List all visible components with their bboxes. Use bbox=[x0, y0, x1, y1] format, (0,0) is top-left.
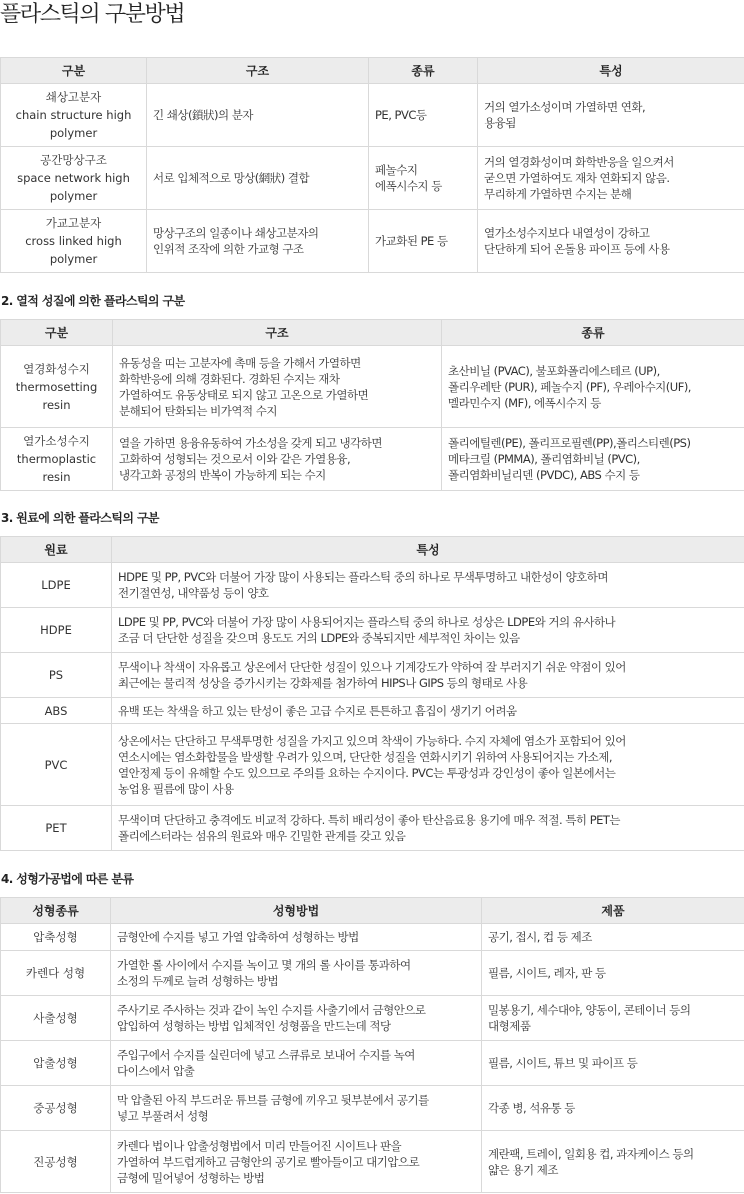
page-title: 플라스틱의 구분방법 bbox=[0, 2, 185, 27]
row-name: 쇄상고분자 chain structure high polymer bbox=[1, 84, 147, 147]
row-method: 가열한 롤 사이에서 수지를 녹이고 몇 개의 롤 사이를 통과하여 소정의 두께로 늘려 성형하는 방법 bbox=[117, 958, 411, 988]
row-props: 상온에서는 단단하고 무색투명한 성질을 가지고 있으며 착색이 가능하다. 수지 자체에 염소가 포함되어 있어 연소시에는 염소화합물을 발생할 우려가 있으며, 단단한 성질을 연화시키기 위하여 사용되어지는 가소제, 열안정제 등이 유해할 수도 있으므로 주의를 요하는 수지이다. PVC는 투광성과 강인성이 좋아 일본에서는 농업용 필름에 많이 사용 bbox=[118, 733, 626, 796]
col-header: 성형종류 bbox=[1, 898, 111, 924]
row-types: PE, PVC등 bbox=[375, 108, 427, 122]
row-name: 가교고분자 cross linked high polymer bbox=[1, 210, 147, 273]
table-row bbox=[1, 346, 744, 428]
row-method: 카렌다 법이나 압출성형법에서 미리 만들어진 시이트나 판을 가열하여 부드럽게하고 금형안의 공기로 빨아들이고 대기압으로 금형에 밀어넣어 성형하는 방법 bbox=[117, 1138, 420, 1185]
row-name: 진공성형 bbox=[1, 1131, 111, 1193]
col-header: 종류 bbox=[442, 320, 744, 346]
col-header: 구분 bbox=[1, 320, 113, 346]
polymer-structure-table bbox=[0, 57, 744, 273]
row-method: 주입구에서 수지를 실린더에 넣고 스큐류로 보내어 수지를 녹여 다이스에서 압출 bbox=[117, 1048, 415, 1078]
row-props: 무색이며 단단하고 충격에도 비교적 강하다. 특히 배리성이 좋아 탄산음료용 용기에 매우 적절. 특히 PET는 폴리에스터라는 섬유의 원료와 매우 긴밀한 관계를 갖고 있음 bbox=[118, 813, 621, 843]
col-header: 구조 bbox=[147, 58, 369, 84]
table-row bbox=[1, 428, 744, 491]
row-name: 압출성형 bbox=[1, 1041, 111, 1086]
row-structure: 유동성을 띠는 고분자에 촉매 등을 가해서 가열하면 화학반응에 의해 경화된다. 경화된 수지는 재차 가열하여도 유동상태로 되지 않고 고온으로 가열하면 분해되어 탄화되는 비가역적 수지 bbox=[119, 355, 369, 418]
row-name: PS bbox=[1, 653, 112, 698]
table-row bbox=[1, 724, 744, 806]
table-row bbox=[1, 1086, 744, 1131]
col-header: 구조 bbox=[113, 320, 442, 346]
row-name: PVC bbox=[1, 724, 112, 806]
row-name: 압축성형 bbox=[1, 924, 111, 951]
row-types: 페놀수지 에폭시수지 등 bbox=[375, 163, 442, 193]
col-header: 구분 bbox=[1, 58, 147, 84]
table-row bbox=[1, 924, 744, 951]
molding-method-table bbox=[0, 897, 744, 1193]
row-name: 열경화성수지 thermosetting resin bbox=[1, 346, 113, 428]
row-structure: 긴 쇄상(鎖狀)의 분자 bbox=[153, 108, 253, 122]
table-row bbox=[1, 147, 744, 210]
table-row bbox=[1, 653, 744, 698]
table-row bbox=[1, 84, 744, 147]
row-products: 필름, 시이트, 튜브 및 파이프 등 bbox=[488, 1056, 638, 1070]
row-method: 주사기로 주사하는 것과 같이 녹인 수지를 사출기에서 금형안으로 압입하여 성형하는 방법 입체적인 성형품을 만드는데 적당 bbox=[117, 1003, 426, 1033]
row-types: 가교화된 PE 등 bbox=[375, 234, 448, 248]
section-title-molding: 4. 성형가공법에 따른 분류 bbox=[1, 872, 134, 886]
row-props: LDPE 및 PP, PVC와 더불어 가장 많이 사용되어지는 플라스틱 중의 하나로 성상은 LDPE와 거의 유사하나 조금 더 단단한 성질을 갖으며 용도도 거의 LDPE와 중복되지만 세부적인 차이는 있음 bbox=[118, 615, 616, 645]
row-products: 공기, 접시, 컵 등 제조 bbox=[488, 930, 592, 944]
row-types: 폴리에틸렌(PE), 폴리프로필렌(PP),폴리스티렌(PS) 메타크릴 (PMMA), 폴리염화비닐 (PVC), 폴리염화비닐리덴 (PVDC), ABS 수지 등 bbox=[448, 436, 691, 482]
table-row bbox=[1, 1131, 744, 1193]
row-props: 열가소성수지보다 내열성이 강하고 단단하게 되어 온돌용 파이프 등에 사용 bbox=[484, 226, 670, 256]
row-structure: 서로 입체적으로 망상(網狀) 결합 bbox=[153, 171, 310, 185]
table-row bbox=[1, 608, 744, 653]
row-props: 유백 또는 착색을 하고 있는 탄성이 좋은 고급 수지로 튼튼하고 흠집이 생기기 어려움 bbox=[118, 703, 517, 718]
row-name: HDPE bbox=[1, 608, 112, 653]
row-props: 무색이나 착색이 자유롭고 상온에서 단단한 성질이 있으나 기계강도가 약하여 잘 부러지기 쉬운 약점이 있어 최근에는 물리적 성상을 증가시키는 강화제를 첨가하여 HIPS나 GIPS 등의 형태로 사용 bbox=[118, 660, 626, 690]
row-name: 중공성형 bbox=[1, 1086, 111, 1131]
row-method: 막 압출된 아직 부드러운 튜브를 금형에 끼우고 뒷부분에서 공기를 넣고 부풀려서 성형 bbox=[117, 1093, 429, 1123]
table-row bbox=[1, 210, 744, 273]
col-header: 성형방법 bbox=[111, 898, 482, 924]
row-name: 카렌다 성형 bbox=[1, 951, 111, 996]
row-name: 사출성형 bbox=[1, 996, 111, 1041]
row-method: 금형안에 수지를 넣고 가열 압축하여 성형하는 방법 bbox=[117, 930, 359, 944]
table-row bbox=[1, 698, 744, 724]
row-props: HDPE 및 PP, PVC와 더불어 가장 많이 사용되는 플라스틱 중의 하나로 무색투명하고 내한성이 양호하며 전기절연성, 내약품성 등이 양호 bbox=[118, 570, 609, 600]
row-products: 각종 병, 석유통 등 bbox=[488, 1101, 575, 1115]
row-props: 거의 열경화성이며 화학반응을 일으켜서 굳으면 가열하여도 재차 연화되지 않음. 무리하게 가열하면 수지는 분해 bbox=[484, 155, 674, 201]
row-products: 계란팩, 트레이, 일회용 컵, 과자케이스 등의 얇은 용기 제조 bbox=[488, 1146, 694, 1177]
thermal-property-table bbox=[0, 319, 744, 491]
row-name: PET bbox=[1, 806, 112, 851]
raw-material-table bbox=[0, 536, 744, 851]
row-name: 열가소성수지 thermoplastic resin bbox=[1, 428, 113, 491]
row-structure: 열을 가하면 용융유동하여 가소성을 갖게 되고 냉각하면 고화하여 성형되는 것으로서 이와 같은 가열용융, 냉각고화 공정의 반복이 가능하게 되는 수지 bbox=[119, 436, 382, 482]
table-row bbox=[1, 806, 744, 851]
row-products: 밀봉용기, 세수대야, 양동이, 콘테이너 등의 대형제품 bbox=[488, 1003, 691, 1033]
col-header: 종류 bbox=[369, 58, 478, 84]
row-name: ABS bbox=[1, 698, 112, 724]
section-title-thermal: 2. 열적 성질에 의한 플라스틱의 구분 bbox=[1, 294, 185, 308]
col-header: 특성 bbox=[478, 58, 744, 84]
col-header: 제품 bbox=[482, 898, 744, 924]
section-title-material: 3. 원료에 의한 플라스틱의 구분 bbox=[1, 511, 159, 525]
row-products: 필름, 시이트, 레자, 판 등 bbox=[488, 966, 606, 980]
col-header: 특성 bbox=[112, 537, 744, 563]
table-row bbox=[1, 1041, 744, 1086]
table-row bbox=[1, 563, 744, 608]
table-row bbox=[1, 951, 744, 996]
row-name: LDPE bbox=[1, 563, 112, 608]
row-types: 초산비닐 (PVAC), 불포화폴리에스테르 (UP), 폴리우레탄 (PUR), 페놀수지 (PF), 우레아수지(UF), 멜라민수지 (MF), 에폭시수지 등 bbox=[448, 363, 691, 410]
row-name: 공간망상구조 space network high polymer bbox=[1, 147, 147, 210]
table-row bbox=[1, 996, 744, 1041]
row-structure: 망상구조의 일종이나 쇄상고분자의 인위적 조작에 의한 가교형 구조 bbox=[153, 226, 319, 256]
row-props: 거의 열가소성이며 가열하면 연화, 용융됨 bbox=[484, 100, 646, 130]
col-header: 원료 bbox=[1, 537, 112, 563]
